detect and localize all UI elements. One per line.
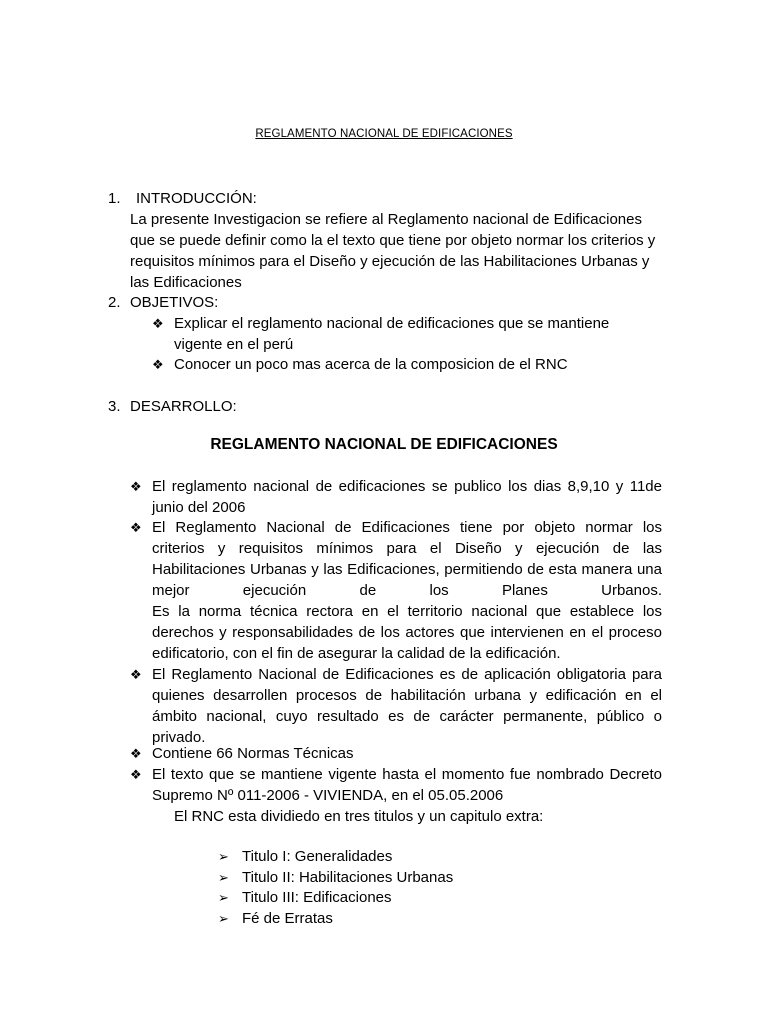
section-number: 3. [108,398,121,415]
diamond-bullet-icon: ❖ [130,667,142,682]
document-title: REGLAMENTO NACIONAL DE EDIFICACIONES [255,128,513,140]
section-label: OBJETIVOS: [130,294,219,311]
paragraph-line: La presente Investigacion se refiere al Reglamento nacional de Edificaciones [130,211,642,228]
paragraph-line: requisitos mínimos para el Diseño y ejecución de las Habilitaciones Urbanas y [130,253,650,270]
list-item-line: Supremo Nº 011-2006 - VIVIENDA, en el 05.05.2006 [152,787,504,804]
list-item-line: El Reglamento Nacional de Edificaciones tiene por objeto normar los [152,519,662,536]
arrow-bullet-icon: ➢ [218,890,229,905]
arrow-bullet-icon: ➢ [218,849,229,864]
list-item-line: quienes desarrollen procesos de habilitación urbana y edificación en el [152,687,662,704]
arrow-bullet-icon: ➢ [218,870,229,885]
diamond-bullet-icon: ❖ [130,746,142,761]
list-item-label: Titulo III: Edificaciones [242,889,392,906]
list-item-line: El reglamento nacional de edificaciones se publico los dias 8,9,10 y 11de [152,478,662,495]
section-label: DESARROLLO: [130,398,237,415]
list-item-line: Explicar el reglamento nacional de edificaciones que se mantiene [174,315,610,332]
division-intro: El RNC esta dividiedo en tres titulos y un capitulo extra: [174,808,544,825]
list-item-line: vigente en el perú [174,336,294,353]
diamond-bullet-icon: ❖ [152,316,164,331]
list-item-line: criterios y requisitos mínimos para el Diseño y ejecución de las [152,540,662,557]
list-item-line: privado. [152,729,206,746]
arrow-bullet-icon: ➢ [218,911,229,926]
list-item-line: El texto que se mantiene vigente hasta el momento fue nombrado Decreto [152,766,662,783]
diamond-bullet-icon: ❖ [130,520,142,535]
list-item-line: edificatorio, con el fin de asegurar la calidad de la edificación. [152,645,561,662]
list-item-line: Contiene 66 Normas Técnicas [152,745,354,762]
subheading: REGLAMENTO NACIONAL DE EDIFICACIONES [210,436,558,453]
list-item-label: Titulo II: Habilitaciones Urbanas [242,869,454,886]
list-item-line: mejor ejecución de los Planes Urbanos. [152,582,662,599]
list-item-line: El Reglamento Nacional de Edificaciones es de aplicación obligatoria para [152,666,662,683]
section-number: 2. [108,294,121,311]
list-item-label: Titulo I: Generalidades [242,848,393,865]
diamond-bullet-icon: ❖ [152,357,164,372]
section-number: 1. [108,190,121,207]
paragraph-line: las Edificaciones [130,274,242,291]
list-item-line: Es la norma técnica rectora en el territorio nacional que establece los [152,603,662,620]
diamond-bullet-icon: ❖ [130,479,142,494]
intro-paragraph [130,209,660,293]
diamond-bullet-icon: ❖ [130,767,142,782]
list-item-line: Conocer un poco mas acerca de la composicion de el RNC [174,356,568,373]
list-item-line: derechos y responsabilidades de los actores que intervienen en el proceso [152,624,662,641]
paragraph-line: que se puede definir como la el texto que tiene por objeto normar los criterios y [130,232,656,249]
list-item-line: ámbito nacional, cuyo resultado es de carácter permanente, público o [152,708,662,725]
section-label: INTRODUCCIÓN: [136,190,257,207]
list-item-label: Fé de Erratas [242,910,333,927]
list-item-line: junio del 2006 [152,499,246,516]
list-item-line: Habilitaciones Urbanas y las Edificaciones, permitiendo de esta manera una [152,561,662,578]
